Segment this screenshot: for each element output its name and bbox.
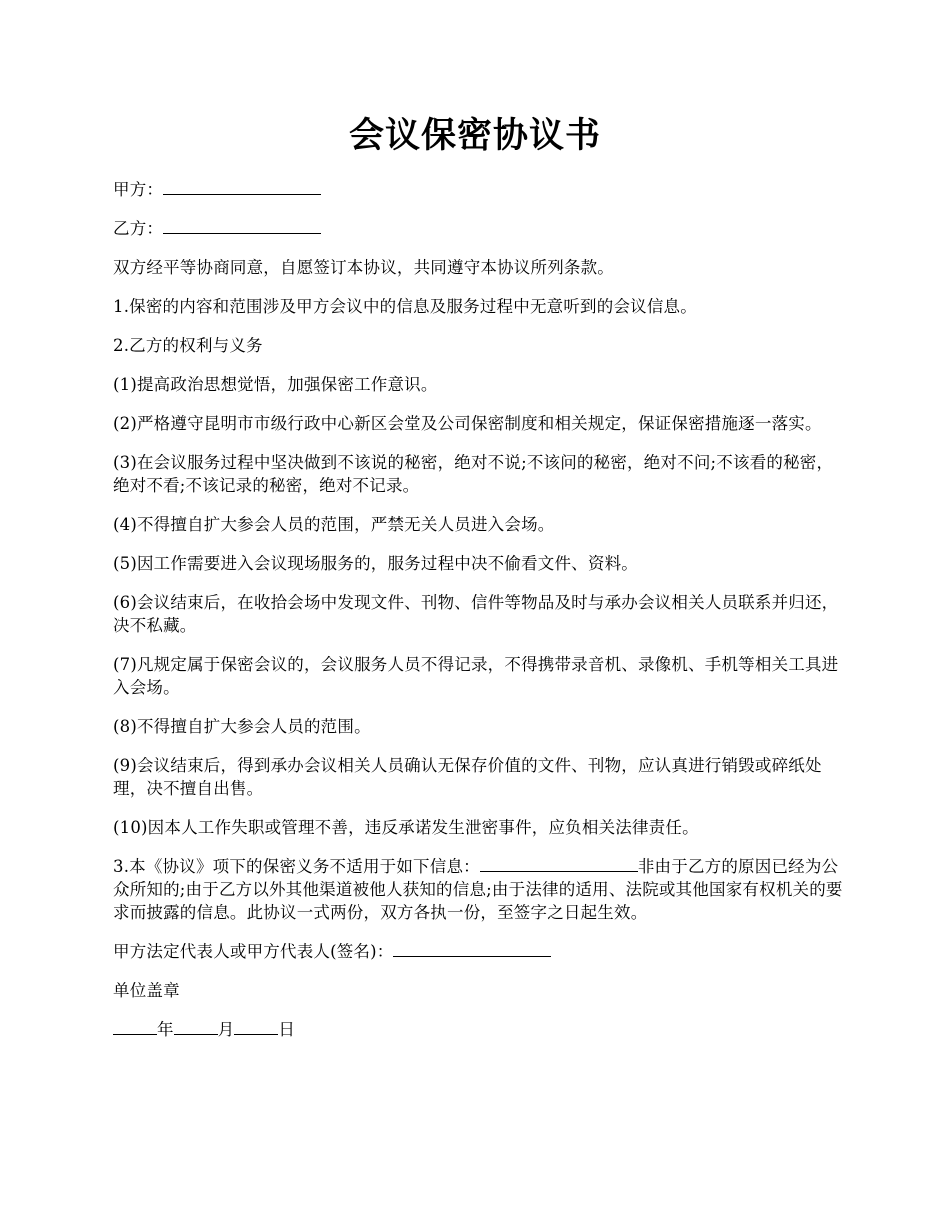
month-label: 月 bbox=[217, 1020, 235, 1039]
clause-2-item: (1)提高政治思想觉悟，加强保密工作意识。 bbox=[113, 375, 438, 394]
clause-3-prefix: 3.本《协议》项下的保密义务不适用于如下信息： bbox=[113, 857, 480, 876]
clause-3-rest: 非由于乙方的原因已经为公众所知的;由于乙方以外其他渠道被他人获知的信息;由于法律的适用、法院或其他国家有权机关的要求而披露的信息。此协议一式两份，双方各执一份，至签字之日起生效。 bbox=[113, 857, 843, 922]
signature-blank[interactable] bbox=[393, 940, 551, 957]
party-a-blank[interactable] bbox=[163, 178, 321, 195]
party-a-label: 甲方： bbox=[113, 180, 164, 199]
party-b-blank[interactable] bbox=[163, 217, 321, 234]
clause-2-item: (4)不得擅自扩大参会人员的范围，严禁无关人员进入会场。 bbox=[113, 515, 555, 534]
clause-2-heading: 2.乙方的权利与义务 bbox=[113, 336, 263, 355]
clause-1: 1.保密的内容和范围涉及甲方会议中的信息及服务过程中无意听到的会议信息。 bbox=[113, 297, 697, 316]
party-b-label: 乙方： bbox=[113, 219, 164, 238]
clause-3 bbox=[113, 855, 843, 924]
clause-2-item: (10)因本人工作失职或管理不善，违反承诺发生泄密事件，应负相关法律责任。 bbox=[113, 818, 699, 837]
day-label: 日 bbox=[278, 1020, 296, 1039]
signature-label: 甲方法定代表人或甲方代表人(签名)： bbox=[113, 942, 394, 961]
clause-2-item: (5)因工作需要进入会议现场服务的，服务过程中决不偷看文件、资料。 bbox=[113, 554, 638, 573]
clause-2-item: (6)会议结束后，在收拾会场中发现文件、刊物、信件等物品及时与承办会议相关人员联系并归还，决不私藏。 bbox=[113, 593, 839, 635]
party-b-line bbox=[113, 217, 843, 240]
clause-2-item: (3)在会议服务过程中坚决做到不该说的秘密，绝对不说;不该问的秘密，绝对不问;不该看的秘密，绝对不看;不该记录的秘密，绝对不记录。 bbox=[113, 453, 834, 495]
day-blank[interactable] bbox=[234, 1018, 278, 1035]
clause-2-item: (9)会议结束后，得到承办会议相关人员确认无保存价值的文件、刊物，应认真进行销毁或碎纸处理，决不擅自出售。 bbox=[113, 756, 822, 798]
year-blank[interactable] bbox=[113, 1018, 157, 1035]
clause-3-blank[interactable] bbox=[480, 855, 638, 872]
year-label: 年 bbox=[157, 1020, 174, 1039]
seal-label: 单位盖章 bbox=[113, 981, 180, 1000]
intro-paragraph: 双方经平等协商同意，自愿签订本协议，共同遵守本协议所列条款。 bbox=[113, 258, 614, 277]
document-title: 会议保密协议书 bbox=[348, 116, 601, 156]
clause-2-item: (7)凡规定属于保密会议的，会议服务人员不得记录，不得携带录音机、录像机、手机等相关工具进入会场。 bbox=[113, 655, 839, 697]
clause-2-item: (8)不得擅自扩大参会人员的范围。 bbox=[113, 717, 371, 736]
clause-2-item: (2)严格遵守昆明市市级行政中心新区会堂及公司保密制度和相关规定，保证保密措施逐一落实。 bbox=[113, 414, 822, 433]
document-body bbox=[113, 178, 843, 1057]
party-a-line bbox=[113, 178, 843, 201]
month-blank[interactable] bbox=[174, 1018, 218, 1035]
signature-line bbox=[113, 940, 843, 963]
date-line bbox=[113, 1018, 843, 1041]
